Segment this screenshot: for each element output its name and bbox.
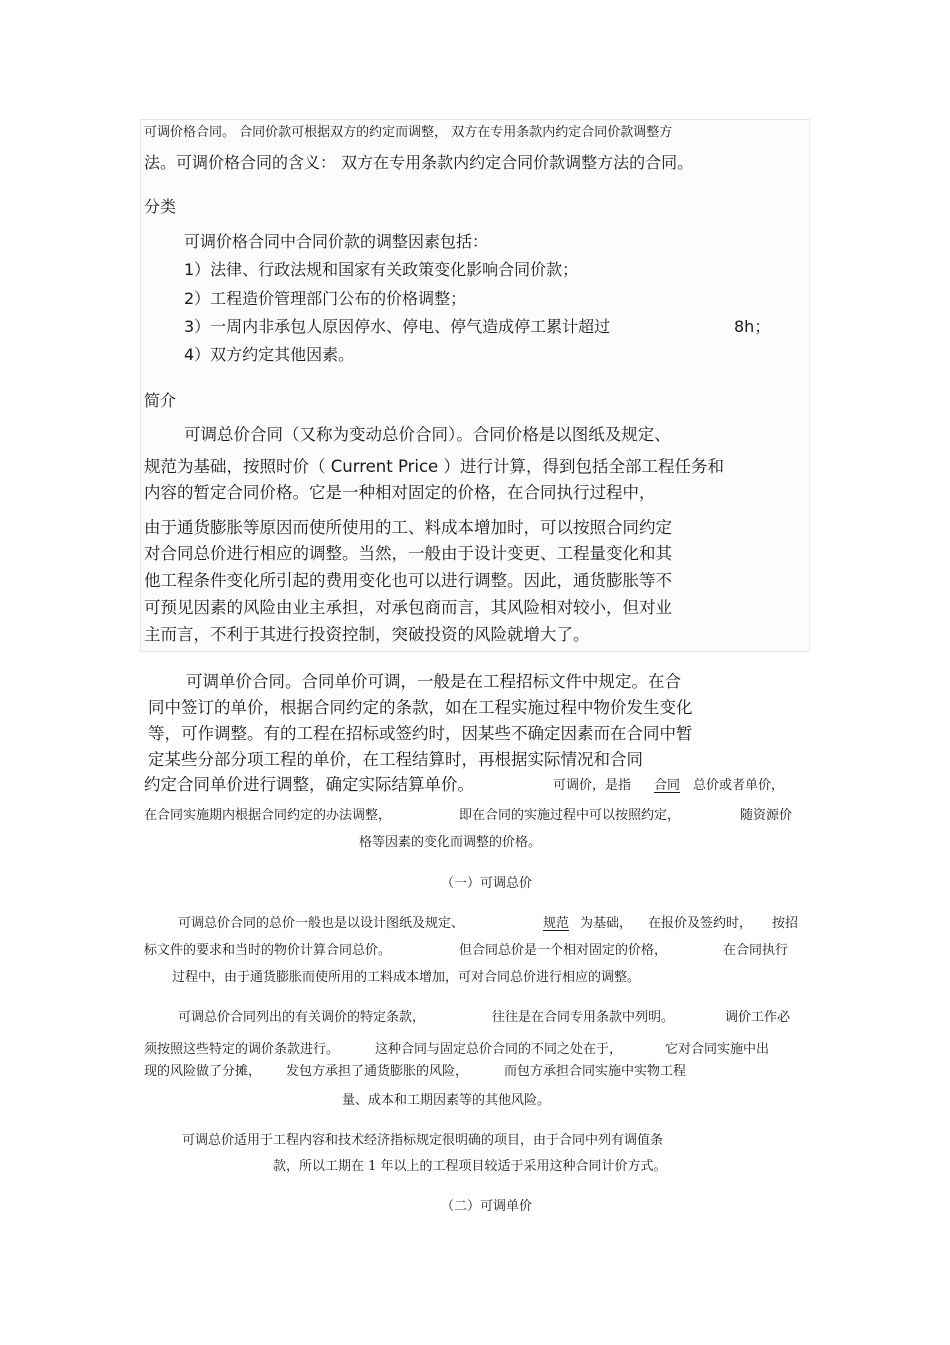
definition-line-2b: 即在合同的实施过程中可以按照约定， <box>459 808 681 823</box>
section1-p2-text: 现的风险做了分摊， <box>144 1064 262 1079</box>
intro-line: 主而言，不利于其进行投资控制，突破投资的风险就增大了。 <box>144 625 590 644</box>
definition-line-3: 格等因素的变化而调整的价格。 <box>359 835 542 850</box>
section1-p1-text: 可调总价合同的总价一般也是以设计图纸及规定、 <box>178 916 465 931</box>
box-line-1: 可调价格合同。 合同价款可根据双方的约定而调整， 双方在专用条款内约定合同价款调整方 <box>144 125 673 140</box>
intro-line: 由于通货膨胀等原因而使所使用的工、料成本增加时，可以按照合同约定 <box>144 518 672 537</box>
factor-3-tail: 8h； <box>734 317 771 336</box>
factor-3: 3）一周内非承包人原因停水、停电、停气造成停工累计超过 <box>184 317 611 336</box>
factor-4: 4）双方约定其他因素。 <box>184 345 355 364</box>
definition-line-2a: 在合同实施期内根据合同约定的办法调整， <box>144 808 392 823</box>
section1-p1-text: 按招 <box>772 916 799 931</box>
section1-p2-text: 量、成本和工期因素等的其他风险。 <box>342 1093 551 1108</box>
unit-price-line: 同中签订的单价，根据合同约定的条款，如在工程实施过程中物价发生变化 <box>148 698 693 717</box>
unit-price-line: 等，可作调整。有的工程在招标或签约时，因某些不确定因素而在合同中暂 <box>148 724 693 743</box>
definition-line-2c: 随资源价 <box>740 808 793 823</box>
intro-line: 他工程条件变化所引起的费用变化也可以进行调整。因此，通货膨胀等不 <box>144 571 672 590</box>
intro-line: 内容的暂定合同价格。它是一种相对固定的价格，在合同执行过程中， <box>144 483 656 502</box>
unit-price-line: 约定合同单价进行调整，确定实际结算单价。 <box>144 775 474 794</box>
section1-p1-text: 在合同执行 <box>723 943 789 958</box>
section1-p2-text: 而包方承担合同实施中实物工程 <box>504 1064 687 1079</box>
intro-line: 规范为基础，按照时价（ Current Price ）进行计算，得到包括全部工程任务和 <box>144 457 724 476</box>
section1-p2-text: 往往是在合同专用条款中列明。 <box>492 1010 675 1025</box>
section1-p1-text: 标文件的要求和当时的物价计算合同总价。 <box>144 943 392 958</box>
section1-p2-text: 这种合同与固定总价合同的不同之处在于， <box>375 1042 623 1057</box>
contract-link[interactable]: 合同 <box>654 778 681 793</box>
section1-p2-text: 须按照这些特定的调价条款进行。 <box>144 1042 340 1057</box>
factor-1: 1）法律、行政法规和国家有关政策变化影响合同价款； <box>184 260 579 279</box>
definition-text: 总价或者单价， <box>693 778 785 793</box>
intro-line: 对合同总价进行相应的调整。当然，一般由于设计变更、工程量变化和其 <box>144 544 672 563</box>
section1-p1-text: 过程中，由于通货膨胀而使所用的工料成本增加，可对合同总价进行相应的调整。 <box>172 970 641 985</box>
factors-intro: 可调价格合同中合同价款的调整因素包括： <box>184 232 489 251</box>
section1-p1-text: 在报价及签约时， <box>648 916 753 931</box>
section-heading-adjustable-total: （一）可调总价 <box>441 876 533 891</box>
specification-link[interactable]: 规范 <box>543 916 570 931</box>
section1-p2-text: 调价工作必 <box>725 1010 791 1025</box>
heading-intro: 简介 <box>144 391 177 410</box>
section-heading-adjustable-unit: （二）可调单价 <box>441 1199 533 1214</box>
factor-2: 2）工程造价管理部门公布的价格调整； <box>184 289 467 308</box>
definition-text: 可调价，是指 <box>553 778 632 793</box>
intro-line: 可调总价合同（又称为变动总价合同）。合同价格是以图纸及规定、 <box>184 425 671 444</box>
section1-p1-text: 为基础， <box>580 916 633 931</box>
section1-p3-text: 可调总价适用于工程内容和技术经济指标规定很明确的项目，由于合同中列有调值条 <box>182 1133 664 1148</box>
box-line-2: 法。可调价格合同的含义： 双方在专用条款内约定合同价款调整方法的合同。 <box>144 153 694 172</box>
section1-p1-text: 但合同总价是一个相对固定的价格， <box>459 943 668 958</box>
section1-p2-text: 可调总价合同列出的有关调价的特定条款， <box>178 1010 426 1025</box>
heading-classify: 分类 <box>144 197 177 216</box>
unit-price-line: 可调单价合同。合同单价可调，一般是在工程招标文件中规定。在合 <box>186 672 681 691</box>
section1-p3-text: 款，所以工期在 1 年以上的工程项目较适于采用这种合同计价方式。 <box>273 1159 667 1174</box>
section1-p2-text: 它对合同实施中出 <box>665 1042 770 1057</box>
section1-p2-text: 发包方承担了通货膨胀的风险， <box>286 1064 469 1079</box>
intro-line: 可预见因素的风险由业主承担，对承包商而言，其风险相对较小，但对业 <box>144 598 672 617</box>
unit-price-line: 定某些分部分项工程的单价，在工程结算时，再根据实际情况和合同 <box>148 750 643 769</box>
